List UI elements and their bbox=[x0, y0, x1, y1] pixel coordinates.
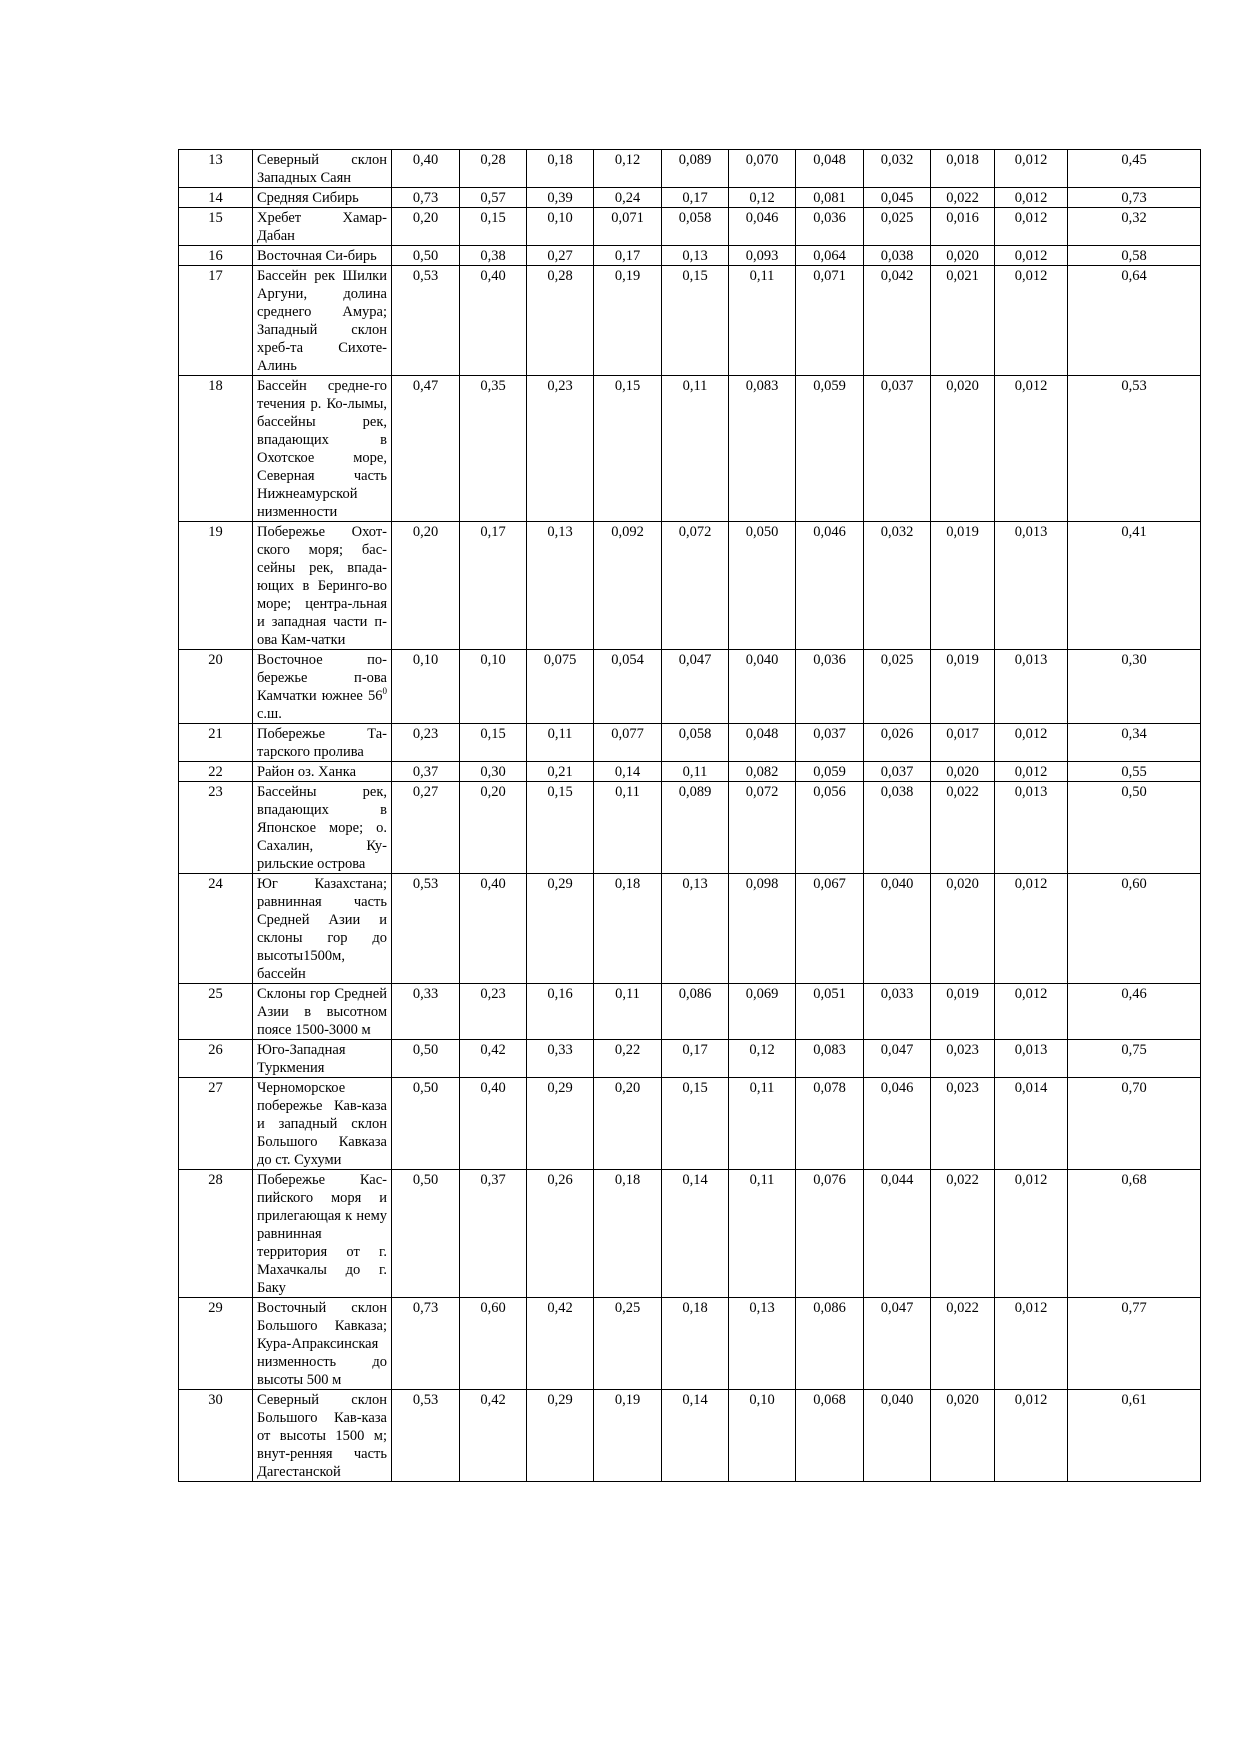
table-row bbox=[179, 376, 1201, 522]
table-row bbox=[179, 266, 1201, 376]
value-cell: 0,53 bbox=[392, 874, 460, 984]
region-name: Побережье Охот-ского моря; бас-сейны рек, впада-ющих в Беринго-во море; центра-льная и западная части п-ова Кам-чатки bbox=[253, 522, 392, 650]
value-cell: 0,013 bbox=[995, 522, 1068, 650]
region-name: Бассейны рек, впадающих в Японское море; о. Сахалин, Ку-рильские острова bbox=[253, 782, 392, 874]
table-row bbox=[179, 522, 1201, 650]
table-row bbox=[179, 874, 1201, 984]
value-cell: 0,11 bbox=[729, 266, 796, 376]
value-cell: 0,18 bbox=[527, 150, 594, 188]
region-name: Район оз. Ханка bbox=[253, 762, 392, 782]
value-cell: 0,34 bbox=[1068, 724, 1201, 762]
region-name: Юго-Западная Туркмения bbox=[253, 1040, 392, 1078]
value-cell: 0,067 bbox=[796, 874, 864, 984]
value-cell: 0,42 bbox=[460, 1390, 527, 1482]
value-cell: 0,012 bbox=[995, 376, 1068, 522]
value-cell: 0,083 bbox=[729, 376, 796, 522]
row-number: 16 bbox=[179, 246, 253, 266]
value-cell: 0,33 bbox=[392, 984, 460, 1040]
region-name: Юг Казахстана; равнинная часть Средней Азии и склоны гор до высоты1500м, бассейн bbox=[253, 874, 392, 984]
value-cell: 0,022 bbox=[931, 188, 995, 208]
value-cell: 0,081 bbox=[796, 188, 864, 208]
value-cell: 0,013 bbox=[995, 1040, 1068, 1078]
value-cell: 0,15 bbox=[460, 724, 527, 762]
table-row bbox=[179, 1298, 1201, 1390]
table-row bbox=[179, 1078, 1201, 1170]
value-cell: 0,083 bbox=[796, 1040, 864, 1078]
row-number: 14 bbox=[179, 188, 253, 208]
value-cell: 0,23 bbox=[527, 376, 594, 522]
value-cell: 0,082 bbox=[729, 762, 796, 782]
value-cell: 0,58 bbox=[1068, 246, 1201, 266]
row-number: 17 bbox=[179, 266, 253, 376]
value-cell: 0,012 bbox=[995, 762, 1068, 782]
value-cell: 0,045 bbox=[864, 188, 931, 208]
value-cell: 0,27 bbox=[527, 246, 594, 266]
value-cell: 0,15 bbox=[662, 266, 729, 376]
value-cell: 0,058 bbox=[662, 724, 729, 762]
value-cell: 0,025 bbox=[864, 650, 931, 724]
value-cell: 0,012 bbox=[995, 188, 1068, 208]
value-cell: 0,019 bbox=[931, 522, 995, 650]
row-number: 15 bbox=[179, 208, 253, 246]
value-cell: 0,17 bbox=[460, 522, 527, 650]
value-cell: 0,075 bbox=[527, 650, 594, 724]
value-cell: 0,032 bbox=[864, 150, 931, 188]
value-cell: 0,53 bbox=[1068, 376, 1201, 522]
value-cell: 0,012 bbox=[995, 266, 1068, 376]
runoff-coefficient-table bbox=[178, 149, 1201, 1482]
value-cell: 0,16 bbox=[527, 984, 594, 1040]
value-cell: 0,15 bbox=[460, 208, 527, 246]
value-cell: 0,40 bbox=[392, 150, 460, 188]
value-cell: 0,089 bbox=[662, 150, 729, 188]
value-cell: 0,38 bbox=[460, 246, 527, 266]
value-cell: 0,10 bbox=[392, 650, 460, 724]
value-cell: 0,032 bbox=[864, 522, 931, 650]
value-cell: 0,013 bbox=[995, 782, 1068, 874]
row-number: 24 bbox=[179, 874, 253, 984]
value-cell: 0,53 bbox=[392, 266, 460, 376]
value-cell: 0,040 bbox=[729, 650, 796, 724]
value-cell: 0,11 bbox=[594, 984, 662, 1040]
value-cell: 0,016 bbox=[931, 208, 995, 246]
value-cell: 0,30 bbox=[460, 762, 527, 782]
value-cell: 0,42 bbox=[460, 1040, 527, 1078]
value-cell: 0,046 bbox=[796, 522, 864, 650]
value-cell: 0,29 bbox=[527, 874, 594, 984]
region-name: Побережье Та-тарского пролива bbox=[253, 724, 392, 762]
value-cell: 0,068 bbox=[796, 1390, 864, 1482]
value-cell: 0,092 bbox=[594, 522, 662, 650]
value-cell: 0,046 bbox=[864, 1078, 931, 1170]
value-cell: 0,19 bbox=[594, 1390, 662, 1482]
value-cell: 0,22 bbox=[594, 1040, 662, 1078]
value-cell: 0,048 bbox=[796, 150, 864, 188]
value-cell: 0,32 bbox=[1068, 208, 1201, 246]
region-name: Склоны гор Средней Азии в высотном поясе 1500-3000 м bbox=[253, 984, 392, 1040]
value-cell: 0,072 bbox=[662, 522, 729, 650]
region-name: Восточная Си-бирь bbox=[253, 246, 392, 266]
value-cell: 0,070 bbox=[729, 150, 796, 188]
region-name: Черноморское побережье Кав-каза и западный склон Большого Кавказа до ст. Сухуми bbox=[253, 1078, 392, 1170]
value-cell: 0,14 bbox=[662, 1390, 729, 1482]
value-cell: 0,30 bbox=[1068, 650, 1201, 724]
value-cell: 0,025 bbox=[864, 208, 931, 246]
value-cell: 0,086 bbox=[662, 984, 729, 1040]
value-cell: 0,40 bbox=[460, 1078, 527, 1170]
table-row bbox=[179, 1040, 1201, 1078]
value-cell: 0,038 bbox=[864, 246, 931, 266]
value-cell: 0,012 bbox=[995, 1170, 1068, 1298]
table-row bbox=[179, 150, 1201, 188]
value-cell: 0,24 bbox=[594, 188, 662, 208]
value-cell: 0,28 bbox=[460, 150, 527, 188]
value-cell: 0,012 bbox=[995, 208, 1068, 246]
value-cell: 0,022 bbox=[931, 1298, 995, 1390]
value-cell: 0,19 bbox=[594, 266, 662, 376]
row-number: 29 bbox=[179, 1298, 253, 1390]
value-cell: 0,012 bbox=[995, 724, 1068, 762]
value-cell: 0,037 bbox=[796, 724, 864, 762]
value-cell: 0,20 bbox=[460, 782, 527, 874]
value-cell: 0,058 bbox=[662, 208, 729, 246]
value-cell: 0,50 bbox=[392, 1040, 460, 1078]
table-row bbox=[179, 984, 1201, 1040]
value-cell: 0,013 bbox=[995, 650, 1068, 724]
value-cell: 0,037 bbox=[864, 762, 931, 782]
value-cell: 0,23 bbox=[392, 724, 460, 762]
value-cell: 0,012 bbox=[995, 150, 1068, 188]
table-row bbox=[179, 724, 1201, 762]
value-cell: 0,50 bbox=[1068, 782, 1201, 874]
table-row bbox=[179, 208, 1201, 246]
value-cell: 0,11 bbox=[662, 762, 729, 782]
value-cell: 0,13 bbox=[729, 1298, 796, 1390]
value-cell: 0,73 bbox=[392, 1298, 460, 1390]
table-row bbox=[179, 1390, 1201, 1482]
value-cell: 0,29 bbox=[527, 1078, 594, 1170]
value-cell: 0,77 bbox=[1068, 1298, 1201, 1390]
value-cell: 0,35 bbox=[460, 376, 527, 522]
region-name: Северный склон Западных Саян bbox=[253, 150, 392, 188]
value-cell: 0,17 bbox=[594, 246, 662, 266]
value-cell: 0,017 bbox=[931, 724, 995, 762]
table-row bbox=[179, 246, 1201, 266]
value-cell: 0,18 bbox=[662, 1298, 729, 1390]
value-cell: 0,020 bbox=[931, 874, 995, 984]
value-cell: 0,021 bbox=[931, 266, 995, 376]
value-cell: 0,55 bbox=[1068, 762, 1201, 782]
value-cell: 0,089 bbox=[662, 782, 729, 874]
value-cell: 0,15 bbox=[594, 376, 662, 522]
value-cell: 0,60 bbox=[460, 1298, 527, 1390]
value-cell: 0,023 bbox=[931, 1078, 995, 1170]
value-cell: 0,13 bbox=[662, 246, 729, 266]
value-cell: 0,50 bbox=[392, 1078, 460, 1170]
value-cell: 0,29 bbox=[527, 1390, 594, 1482]
row-number: 21 bbox=[179, 724, 253, 762]
value-cell: 0,026 bbox=[864, 724, 931, 762]
value-cell: 0,26 bbox=[527, 1170, 594, 1298]
row-number: 22 bbox=[179, 762, 253, 782]
table-row bbox=[179, 188, 1201, 208]
value-cell: 0,086 bbox=[796, 1298, 864, 1390]
value-cell: 0,093 bbox=[729, 246, 796, 266]
table-row bbox=[179, 1170, 1201, 1298]
value-cell: 0,069 bbox=[729, 984, 796, 1040]
value-cell: 0,73 bbox=[392, 188, 460, 208]
value-cell: 0,41 bbox=[1068, 522, 1201, 650]
value-cell: 0,20 bbox=[594, 1078, 662, 1170]
value-cell: 0,020 bbox=[931, 246, 995, 266]
value-cell: 0,10 bbox=[527, 208, 594, 246]
value-cell: 0,75 bbox=[1068, 1040, 1201, 1078]
value-cell: 0,18 bbox=[594, 1170, 662, 1298]
region-name: Хребет Хамар-Дабан bbox=[253, 208, 392, 246]
region-name: Восточный склон Большого Кавказа; Кура-Апраксинская низменность до высоты 500 м bbox=[253, 1298, 392, 1390]
value-cell: 0,61 bbox=[1068, 1390, 1201, 1482]
value-cell: 0,054 bbox=[594, 650, 662, 724]
value-cell: 0,42 bbox=[527, 1298, 594, 1390]
value-cell: 0,023 bbox=[931, 1040, 995, 1078]
value-cell: 0,70 bbox=[1068, 1078, 1201, 1170]
value-cell: 0,018 bbox=[931, 150, 995, 188]
value-cell: 0,17 bbox=[662, 188, 729, 208]
value-cell: 0,059 bbox=[796, 762, 864, 782]
value-cell: 0,076 bbox=[796, 1170, 864, 1298]
value-cell: 0,012 bbox=[995, 246, 1068, 266]
value-cell: 0,012 bbox=[995, 874, 1068, 984]
value-cell: 0,072 bbox=[729, 782, 796, 874]
value-cell: 0,059 bbox=[796, 376, 864, 522]
value-cell: 0,11 bbox=[729, 1078, 796, 1170]
value-cell: 0,071 bbox=[594, 208, 662, 246]
value-cell: 0,037 bbox=[864, 376, 931, 522]
value-cell: 0,020 bbox=[931, 762, 995, 782]
value-cell: 0,40 bbox=[460, 874, 527, 984]
value-cell: 0,37 bbox=[392, 762, 460, 782]
value-cell: 0,020 bbox=[931, 376, 995, 522]
value-cell: 0,047 bbox=[864, 1040, 931, 1078]
table-row bbox=[179, 762, 1201, 782]
value-cell: 0,014 bbox=[995, 1078, 1068, 1170]
value-cell: 0,15 bbox=[527, 782, 594, 874]
value-cell: 0,020 bbox=[931, 1390, 995, 1482]
value-cell: 0,047 bbox=[662, 650, 729, 724]
value-cell: 0,044 bbox=[864, 1170, 931, 1298]
value-cell: 0,11 bbox=[729, 1170, 796, 1298]
region-name: Северный склон Большого Кав-каза от высоты 1500 м; внут-ренняя часть Дагестанской bbox=[253, 1390, 392, 1482]
value-cell: 0,33 bbox=[527, 1040, 594, 1078]
value-cell: 0,036 bbox=[796, 208, 864, 246]
value-cell: 0,14 bbox=[662, 1170, 729, 1298]
value-cell: 0,019 bbox=[931, 650, 995, 724]
value-cell: 0,019 bbox=[931, 984, 995, 1040]
row-number: 30 bbox=[179, 1390, 253, 1482]
value-cell: 0,47 bbox=[392, 376, 460, 522]
value-cell: 0,20 bbox=[392, 208, 460, 246]
value-cell: 0,10 bbox=[460, 650, 527, 724]
value-cell: 0,57 bbox=[460, 188, 527, 208]
value-cell: 0,048 bbox=[729, 724, 796, 762]
value-cell: 0,056 bbox=[796, 782, 864, 874]
value-cell: 0,12 bbox=[594, 150, 662, 188]
value-cell: 0,37 bbox=[460, 1170, 527, 1298]
row-number: 20 bbox=[179, 650, 253, 724]
region-name-tail: с.ш. bbox=[257, 706, 282, 722]
value-cell: 0,051 bbox=[796, 984, 864, 1040]
region-name: Побережье Кас-пийского моря и прилегающая к нему равнинная территория от г. Махачкалы до г. Баку bbox=[253, 1170, 392, 1298]
value-cell: 0,14 bbox=[594, 762, 662, 782]
value-cell: 0,11 bbox=[527, 724, 594, 762]
value-cell: 0,50 bbox=[392, 246, 460, 266]
value-cell: 0,050 bbox=[729, 522, 796, 650]
value-cell: 0,40 bbox=[460, 266, 527, 376]
value-cell: 0,12 bbox=[729, 188, 796, 208]
row-number: 13 bbox=[179, 150, 253, 188]
region-name: Бассейн средне-го течения р. Ко-лымы, бассейны рек, впадающих в Охотское море, Северная часть Нижнеамурской низменности bbox=[253, 376, 392, 522]
value-cell: 0,13 bbox=[662, 874, 729, 984]
region-name: Бассейн рек Шилки Аргуни, долина среднего Амура; Западный склон хреб-та Сихоте-Алинь bbox=[253, 266, 392, 376]
value-cell: 0,17 bbox=[662, 1040, 729, 1078]
table-body bbox=[179, 150, 1201, 1482]
value-cell: 0,022 bbox=[931, 782, 995, 874]
table-row bbox=[179, 782, 1201, 874]
row-number: 26 bbox=[179, 1040, 253, 1078]
value-cell: 0,60 bbox=[1068, 874, 1201, 984]
value-cell: 0,21 bbox=[527, 762, 594, 782]
value-cell: 0,033 bbox=[864, 984, 931, 1040]
row-number: 25 bbox=[179, 984, 253, 1040]
value-cell: 0,28 bbox=[527, 266, 594, 376]
row-number: 19 bbox=[179, 522, 253, 650]
value-cell: 0,038 bbox=[864, 782, 931, 874]
row-number: 28 bbox=[179, 1170, 253, 1298]
region-name bbox=[253, 650, 392, 724]
value-cell: 0,39 bbox=[527, 188, 594, 208]
value-cell: 0,064 bbox=[796, 246, 864, 266]
value-cell: 0,022 bbox=[931, 1170, 995, 1298]
value-cell: 0,098 bbox=[729, 874, 796, 984]
value-cell: 0,040 bbox=[864, 874, 931, 984]
value-cell: 0,68 bbox=[1068, 1170, 1201, 1298]
value-cell: 0,040 bbox=[864, 1390, 931, 1482]
row-number: 27 bbox=[179, 1078, 253, 1170]
value-cell: 0,73 bbox=[1068, 188, 1201, 208]
value-cell: 0,078 bbox=[796, 1078, 864, 1170]
value-cell: 0,012 bbox=[995, 984, 1068, 1040]
value-cell: 0,53 bbox=[392, 1390, 460, 1482]
degree-superscript: 0 bbox=[382, 686, 387, 697]
value-cell: 0,15 bbox=[662, 1078, 729, 1170]
value-cell: 0,23 bbox=[460, 984, 527, 1040]
value-cell: 0,46 bbox=[1068, 984, 1201, 1040]
value-cell: 0,071 bbox=[796, 266, 864, 376]
row-number: 23 bbox=[179, 782, 253, 874]
table-row bbox=[179, 650, 1201, 724]
value-cell: 0,20 bbox=[392, 522, 460, 650]
value-cell: 0,047 bbox=[864, 1298, 931, 1390]
value-cell: 0,13 bbox=[527, 522, 594, 650]
value-cell: 0,11 bbox=[662, 376, 729, 522]
value-cell: 0,18 bbox=[594, 874, 662, 984]
value-cell: 0,11 bbox=[594, 782, 662, 874]
value-cell: 0,64 bbox=[1068, 266, 1201, 376]
region-name: Средняя Сибирь bbox=[253, 188, 392, 208]
value-cell: 0,012 bbox=[995, 1390, 1068, 1482]
value-cell: 0,25 bbox=[594, 1298, 662, 1390]
value-cell: 0,50 bbox=[392, 1170, 460, 1298]
value-cell: 0,077 bbox=[594, 724, 662, 762]
value-cell: 0,12 bbox=[729, 1040, 796, 1078]
value-cell: 0,10 bbox=[729, 1390, 796, 1482]
value-cell: 0,046 bbox=[729, 208, 796, 246]
value-cell: 0,042 bbox=[864, 266, 931, 376]
value-cell: 0,036 bbox=[796, 650, 864, 724]
region-name-text: Восточное по-бережье п-ова Камчатки южнее 56 bbox=[257, 652, 387, 704]
value-cell: 0,45 bbox=[1068, 150, 1201, 188]
row-number: 18 bbox=[179, 376, 253, 522]
value-cell: 0,012 bbox=[995, 1298, 1068, 1390]
value-cell: 0,27 bbox=[392, 782, 460, 874]
